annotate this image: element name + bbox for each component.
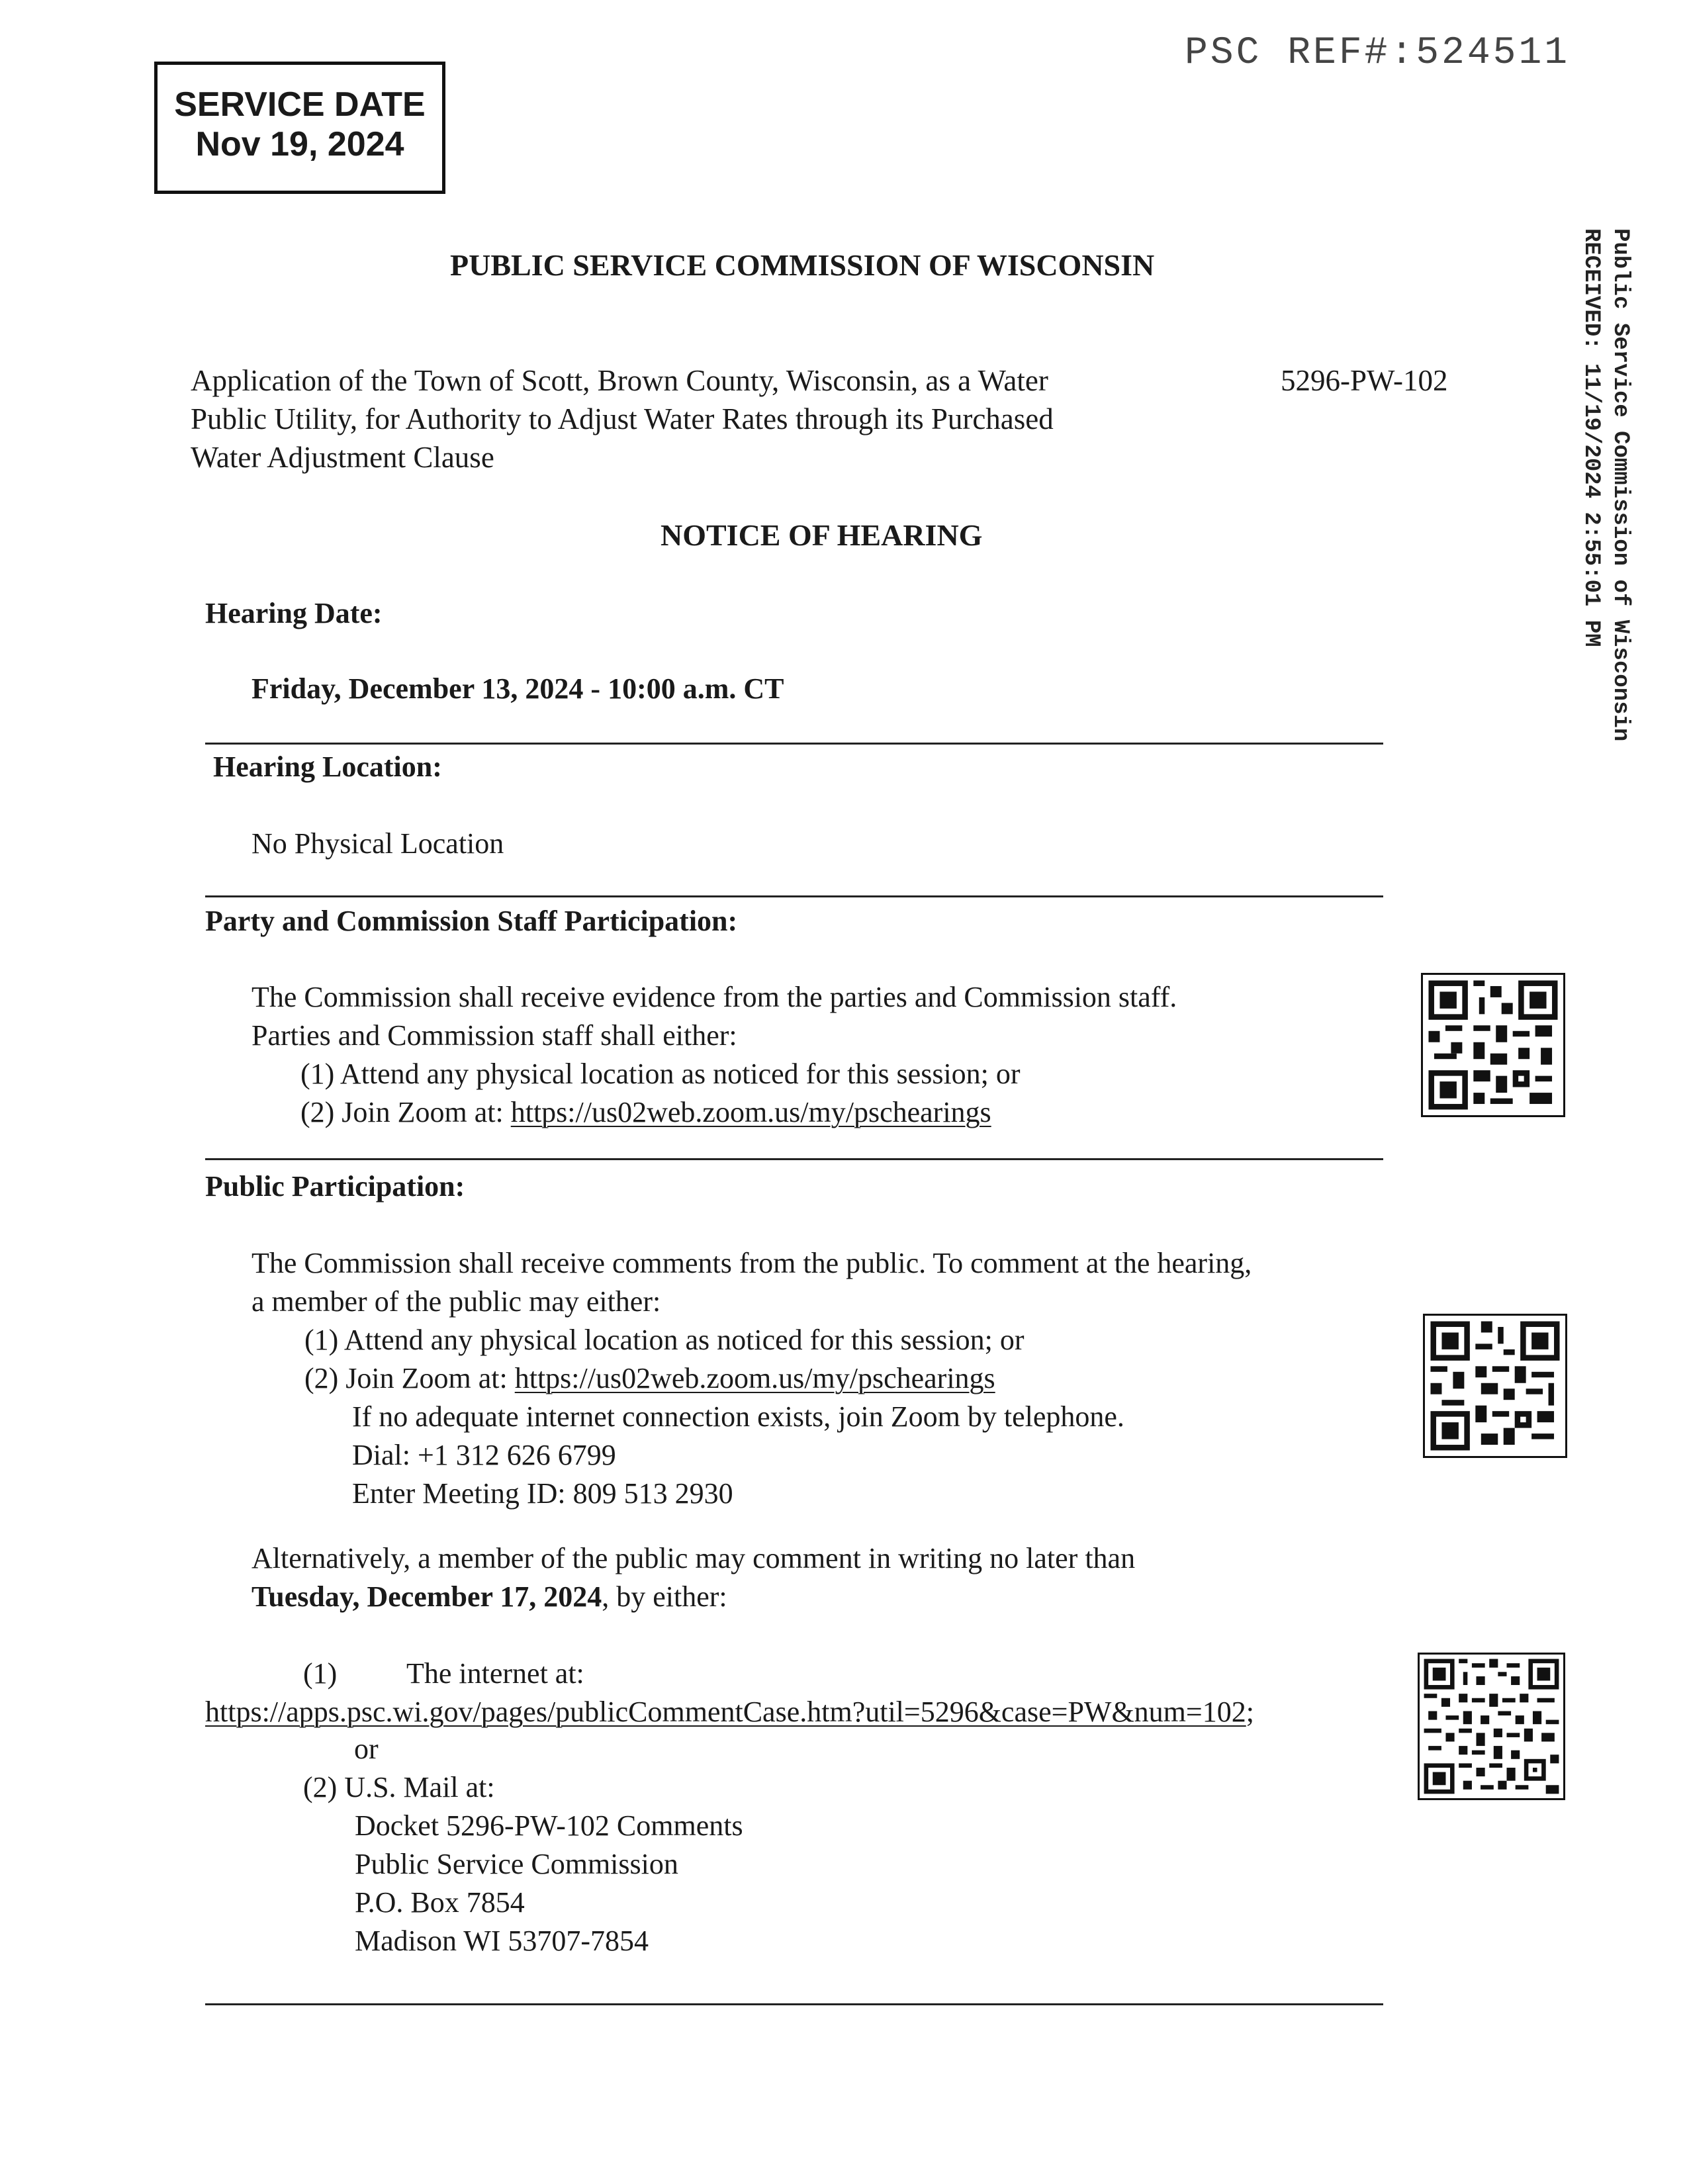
list-item xyxy=(251,1093,1177,1132)
list-item: (2) U.S. Mail at: xyxy=(303,1771,495,1803)
phone-note: If no adequate internet connection exists, join Zoom by telephone. xyxy=(352,1400,1124,1433)
paragraph-line xyxy=(251,1578,1135,1616)
received-stamp-agency: Public Service Commission of Wisconsin xyxy=(1608,228,1633,742)
caption-line: Water Adjustment Clause xyxy=(191,441,494,474)
list-item xyxy=(251,1359,1252,1398)
reference-number: PSC REF#:524511 xyxy=(1185,32,1571,75)
list-item: (1) Attend any physical location as noticed for this session; or xyxy=(304,1324,1025,1356)
link-suffix: ; xyxy=(1246,1696,1254,1728)
docket-number: 5296-PW-102 xyxy=(1281,364,1448,397)
section-divider xyxy=(205,895,1383,897)
staff-participation-heading: Party and Commission Staff Participation: xyxy=(205,905,738,937)
received-stamp-date: RECEIVED: 11/19/2024 2:55:01 PM xyxy=(1578,228,1604,647)
dial-in-number: Dial: +1 312 626 6799 xyxy=(352,1439,616,1471)
or-separator: or xyxy=(354,1733,379,1765)
paragraph-line: Parties and Commission staff shall either: xyxy=(251,1019,737,1052)
internet-item-label: The internet at: xyxy=(406,1657,584,1690)
hearing-date-value: Friday, December 13, 2024 - 10:00 a.m. CT xyxy=(251,672,784,705)
qr-code-icon xyxy=(1421,973,1565,1117)
list-item-label: (2) Join Zoom at: xyxy=(300,1096,511,1128)
mail-section xyxy=(303,1768,743,1960)
case-caption xyxy=(191,361,1054,477)
service-date-stamp xyxy=(154,62,445,194)
public-participation-heading: Public Participation: xyxy=(205,1170,465,1203)
zoom-link[interactable]: https://us02web.zoom.us/my/pschearings xyxy=(514,1362,995,1394)
written-comments-intro xyxy=(251,1539,1135,1616)
address-line: Docket 5296-PW-102 Comments xyxy=(355,1809,743,1842)
internet-link-line xyxy=(205,1693,1254,1731)
section-divider xyxy=(205,1158,1383,1160)
qr-code-graphic xyxy=(1423,975,1563,1115)
stamp-label: SERVICE DATE xyxy=(174,85,426,124)
notice-title: NOTICE OF HEARING xyxy=(661,518,983,552)
hearing-location-value: No Physical Location xyxy=(251,827,504,860)
meeting-id: Enter Meeting ID: 809 513 2930 xyxy=(352,1477,733,1510)
public-participation-body xyxy=(251,1244,1252,1513)
section-divider xyxy=(205,743,1383,745)
mailing-address xyxy=(303,1807,743,1960)
received-stamp xyxy=(1576,228,1635,741)
public-comment-link[interactable]: https://apps.psc.wi.gov/pages/publicCommentCase.htm?util=5296&case=PW&num=102 xyxy=(205,1696,1246,1728)
paragraph-line: The Commission shall receive evidence from the parties and Commission staff. xyxy=(251,981,1177,1013)
staff-participation-body xyxy=(251,978,1177,1132)
qr-code-icon xyxy=(1418,1653,1565,1800)
address-line: P.O. Box 7854 xyxy=(355,1886,525,1919)
paragraph-line: The Commission shall receive comments from the public. To comment at the hearing, xyxy=(251,1247,1252,1279)
list-item: (1) Attend any physical location as noticed for this session; or xyxy=(300,1058,1021,1090)
comment-deadline: Tuesday, December 17, 2024 xyxy=(251,1580,602,1613)
caption-line: Public Utility, for Authority to Adjust Water Rates through its Purchased xyxy=(191,402,1054,435)
paragraph-line: a member of the public may either: xyxy=(251,1285,661,1318)
hearing-date-heading: Hearing Date: xyxy=(205,597,383,629)
paragraph-line: Alternatively, a member of the public may comment in writing no later than xyxy=(251,1542,1136,1574)
list-item-label: (2) Join Zoom at: xyxy=(304,1362,515,1394)
address-line: Public Service Commission xyxy=(355,1848,678,1880)
internet-item-number: (1) xyxy=(303,1657,338,1690)
qr-code-icon xyxy=(1423,1314,1567,1458)
zoom-link[interactable]: https://us02web.zoom.us/my/pschearings xyxy=(510,1096,991,1128)
hearing-location-heading: Hearing Location: xyxy=(213,751,442,783)
stamp-date: Nov 19, 2024 xyxy=(195,125,404,163)
qr-code-graphic xyxy=(1425,1316,1565,1456)
address-line: Madison WI 53707-7854 xyxy=(355,1925,649,1957)
agency-title: PUBLIC SERVICE COMMISSION OF WISCONSIN xyxy=(450,248,1155,282)
section-divider xyxy=(205,2003,1383,2005)
paragraph-suffix: , by either: xyxy=(602,1580,727,1613)
caption-line: Application of the Town of Scott, Brown County, Wisconsin, as a Water xyxy=(191,364,1048,397)
qr-code-graphic xyxy=(1420,1655,1563,1798)
